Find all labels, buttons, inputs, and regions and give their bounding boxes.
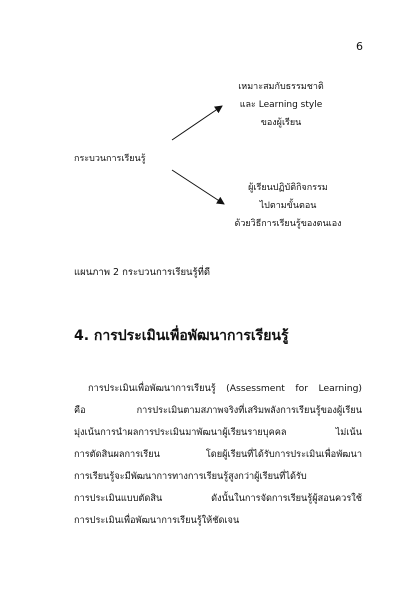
top-branch-label [228, 78, 334, 132]
paragraph-line: มุ่งเน้นการนำผลการประเมินมาพัฒนาผู้เรียนรายบุคคล ไม่เน้น [74, 427, 362, 438]
top-branch-line-2: และ Learning style [239, 100, 323, 110]
paragraph-line: การประเมินแบบตัดสิน ดังนั้นในการจัดการเรียนรู้ผู้สอนควรใช้ [74, 493, 362, 504]
section-heading: 4. การประเมินเพื่อพัฒนาการเรียนรู้ [74, 328, 289, 344]
top-branch-line-3: ของผู้เรียน [260, 118, 302, 128]
page-number: 6 [356, 40, 363, 53]
paragraph-line: การประเมินเพื่อพัฒนาการเรียนรู้ให้ชัดเจน [74, 515, 240, 526]
paragraph-line: การประเมินเพื่อพัฒนาการเรียนรู้ (Assessment for Learning) [88, 383, 362, 394]
paragraph-line: การเรียนรู้จะมีพัฒนาการทางการเรียนรู้สูงกว่าผู้เรียนที่ได้รับ [74, 471, 307, 482]
arrow-to-bottom-branch [172, 170, 224, 204]
bottom-branch-line-2: ไปตามขั้นตอน [259, 201, 317, 211]
diagram-caption: แผนภาพ 2 กระบวนการเรียนรู้ที่ดี [74, 267, 211, 278]
learning-process-node: กระบวนการเรียนรู้ [74, 154, 146, 164]
bottom-branch-line-3: ด้วยวิธีการเรียนรู้ของตนเอง [234, 219, 342, 229]
arrow-to-top-branch [172, 106, 222, 140]
body-paragraph [74, 378, 362, 532]
top-branch-line-1: เหมาะสมกับธรรมชาติ [238, 82, 324, 92]
bottom-branch-line-1: ผู้เรียนปฏิบัติกิจกรรม [248, 183, 328, 193]
bottom-branch-label [226, 179, 350, 233]
paragraph-line: การตัดสินผลการเรียน โดยผู้เรียนที่ได้รับการประเมินเพื่อพัฒนา [74, 449, 362, 460]
paragraph-line: คือ การประเมินตามสภาพจริงที่เสริมพลังการเรียนรู้ของผู้เรียน [74, 405, 362, 416]
